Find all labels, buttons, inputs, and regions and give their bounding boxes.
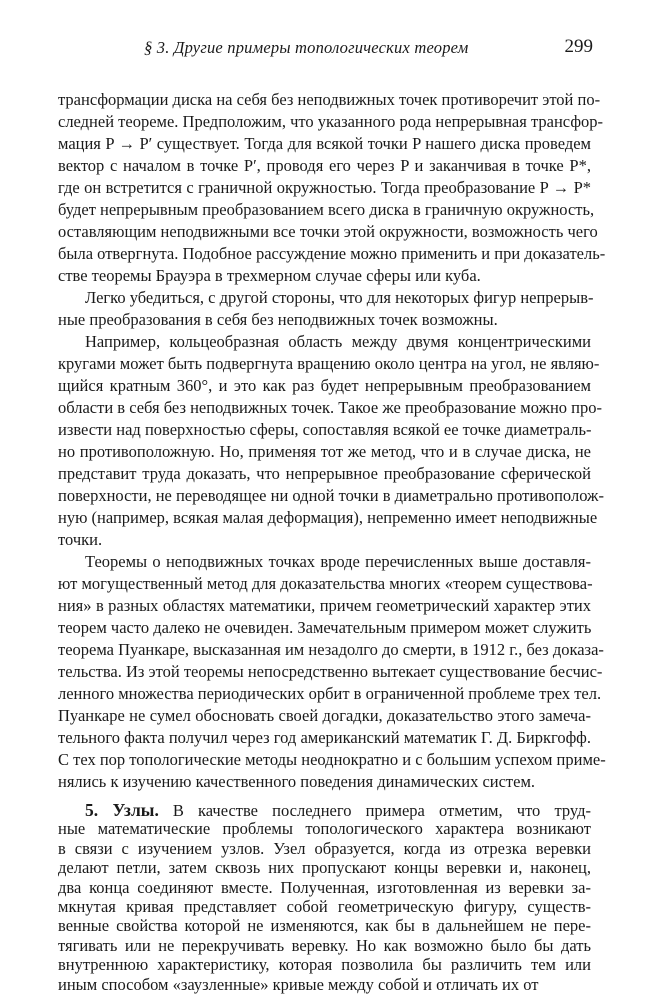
text-line: ют могущественный метод для доказательства многих «теорем существова-: [58, 574, 593, 593]
text-line: венные свойства которой не изменяются, как бы в дальнейшем не пере-: [58, 916, 591, 936]
section-first-line: [58, 800, 591, 820]
text-line: теорем часто далеко не очевиден. Замечательным примером может служить: [58, 618, 592, 637]
text-line: следней теореме. Предположим, что указанного рода непрерывная трансфор-: [58, 112, 603, 131]
text-line: ные преобразования в себя без неподвижных точек возможны.: [58, 310, 498, 329]
text-line: стве теоремы Брауэра в трехмерном случае сферы или куба.: [58, 266, 481, 285]
text-line: делают петли, затем сквозь них пропускают концы веревки и, наконец,: [58, 858, 591, 878]
text-line: представит труда доказать, что непрерывное преобразование сферической: [58, 464, 591, 483]
text-line: нялись к изучению качественного поведения динамических систем.: [58, 772, 536, 791]
text-line: ленного множества периодических орбит в ограниченной проблеме трех тел.: [58, 684, 602, 703]
text-line: поверхности, не переводящее ни одной точки в диаметрально противополож-: [58, 486, 604, 505]
text-line: в связи с изучением узлов. Узел образуется, когда из отрезка веревки: [58, 838, 591, 858]
text-line: тельства. Из этой теоремы непосредственно вытекает существование бесчис-: [58, 662, 603, 681]
text-line: Пуанкаре не сумел обосновать своей догадки, доказательство этого замеча-: [58, 706, 591, 725]
page-number: 299: [564, 36, 593, 57]
text-line: Например, кольцеобразная область между двумя концентрическими: [85, 332, 591, 351]
text-line: трансформации диска на себя без неподвижных точек противоречит этой по-: [58, 90, 601, 109]
text-line: извести над поверхностью сферы, сопоставляя всякой ее точке диаметраль-: [58, 420, 592, 439]
text-line: где он встретится с граничной окружностью. Тогда преобразование P → P*: [58, 178, 591, 197]
running-head: [58, 38, 591, 62]
running-title: § 3. Другие примеры топологических теорем: [144, 38, 469, 57]
text-line: вектор с началом в точке P′, проводя его через P и заканчивая в точке P*,: [58, 156, 591, 175]
text-line: Теоремы о неподвижных точках вроде перечисленных выше доставля-: [85, 552, 591, 571]
text-line: щийся кратным 360°, и это как раз будет непрерывным преобразованием: [58, 376, 591, 395]
text-line: была отвергнута. Подобное рассуждение можно применить и при доказатель-: [58, 244, 606, 263]
text-line: ную (например, всякая малая деформация), непременно имеет неподвижные: [58, 508, 598, 527]
section-heading: 5. Узлы.: [85, 800, 159, 820]
section-first-line-text: В качестве последнего примера отметим, что труд-: [172, 801, 592, 820]
text-line: Легко убедиться, с другой стороны, что для некоторых фигур непрерыв-: [85, 288, 594, 307]
text-line: тельного факта получил через год американский математик Г. Д. Биркгофф.: [58, 728, 591, 747]
text-line: области в себя без неподвижных точек. Такое же преобразование можно про-: [58, 398, 602, 417]
text-line: будет непрерывным преобразованием всего диска в граничную окружность,: [58, 200, 595, 219]
text-line: оставляющим неподвижными все точки этой окружности, возможность чего: [58, 222, 598, 241]
text-line: мация P → P′ существует. Тогда для всякой точки P нашего диска проведем: [58, 134, 591, 153]
text-line: С тех пор топологические методы неоднократно и с большим успехом приме-: [58, 750, 606, 769]
text-line: внутреннюю характеристику, которая позволила бы различить тем или: [58, 955, 591, 975]
text-line: но противоположную. Но, применяя тот же метод, что и в случае диска, не: [58, 442, 591, 461]
text-line: ные математические проблемы топологического характера возникают: [58, 819, 591, 839]
text-line: точки.: [58, 530, 103, 549]
text-line: два конца соединяют вместе. Полученная, изготовленная из веревки за-: [58, 877, 591, 897]
text-line: ния» в разных областях математики, причем геометрический характер этих: [58, 596, 591, 615]
text-line: теорема Пуанкаре, высказанная им незадолго до смерти, в 1912 г., без доказа-: [58, 640, 604, 659]
text-line: кругами может быть подвергнута вращению около центра на угол, не являю-: [58, 354, 600, 373]
text-line: иным способом «заузленные» кривые между собой и отличать их от: [58, 974, 539, 994]
text-line: мкнутая кривая представляет собой геометрическую фигуру, существ-: [58, 897, 591, 916]
text-line: тягивать или не перекручивать веревку. Но как возможно было бы дать: [58, 935, 591, 955]
